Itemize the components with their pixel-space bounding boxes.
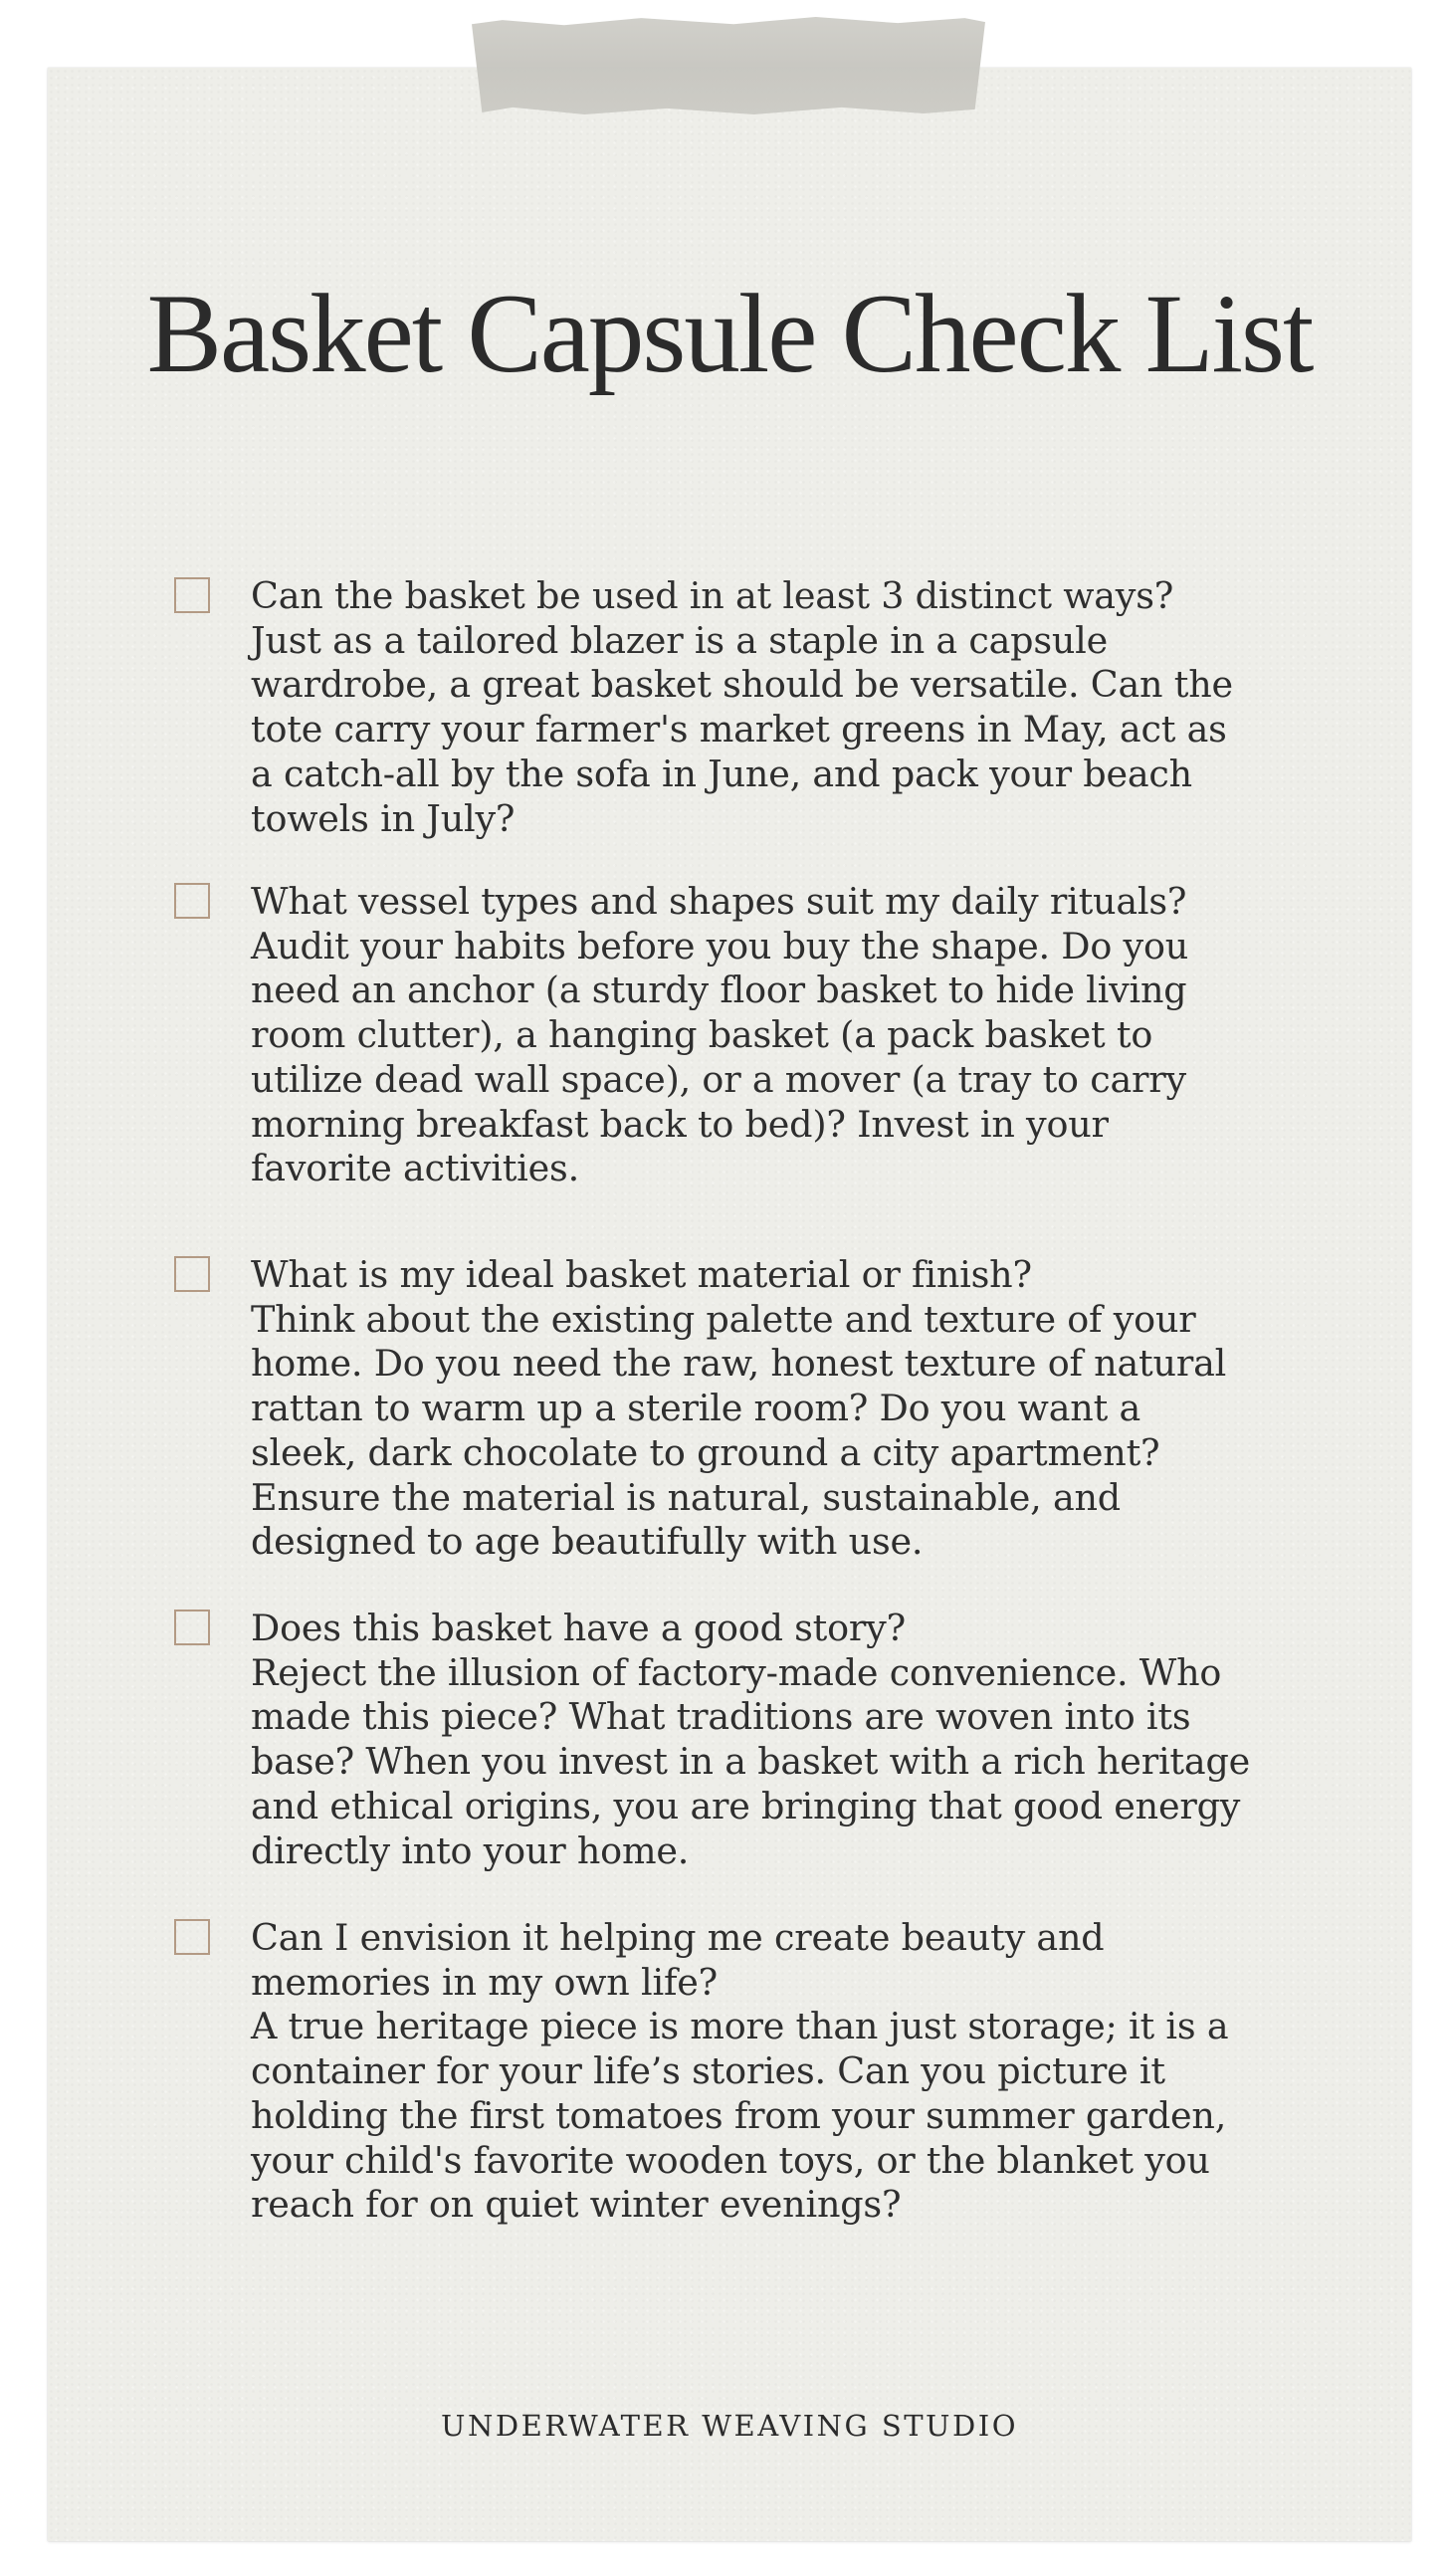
item-question: Can I envision it helping me create beauty and memories in my own life? bbox=[251, 1916, 1105, 2004]
item-description: Audit your habits before you buy the shape. Do you need an anchor (a sturdy floor basket to hide living room clutter), a hanging basket (a pack basket to utilize dead wall space), or a mover (a tray to carry morning breakfast back to bed)? Invest in your favorite activities. bbox=[251, 924, 1189, 1190]
item-text bbox=[251, 880, 1256, 1191]
masking-tape bbox=[472, 14, 985, 115]
checkbox-vessel-types[interactable] bbox=[174, 883, 210, 919]
checkbox-material[interactable] bbox=[174, 1256, 210, 1292]
page-title: Basket Capsule Check List bbox=[146, 272, 1313, 396]
item-question: What vessel types and shapes suit my daily rituals? bbox=[251, 880, 1187, 923]
checkbox-story[interactable] bbox=[174, 1610, 210, 1645]
item-description: Just as a tailored blazer is a staple in a capsule wardrobe, a great basket should be versatile. Can the tote carry your farmer's market greens in May, act as a catch-all by the sofa in June, and pack your beach towels in July? bbox=[251, 618, 1233, 840]
item-text bbox=[251, 1916, 1256, 2228]
item-question: What is my ideal basket material or finish? bbox=[251, 1253, 1032, 1296]
item-question: Does this basket have a good story? bbox=[251, 1607, 906, 1649]
checkbox-versatility[interactable] bbox=[174, 577, 210, 613]
item-text bbox=[251, 574, 1256, 841]
item-question: Can the basket be used in at least 3 distinct ways? bbox=[251, 574, 1174, 617]
item-description: Think about the existing palette and texture of your home. Do you need the raw, honest texture of natural rattan to warm up a sterile room? Do you want a sleek, dark chocolate to ground a city apartment? Ensure the material is natural, sustainable, and designed to age beautifully with use. bbox=[251, 1297, 1227, 1564]
studio-footer: UNDERWATER WEAVING STUDIO bbox=[441, 2409, 1018, 2443]
item-description: Reject the illusion of factory-made convenience. Who made this piece? What traditions are woven into its base? When you invest in a basket with a rich heritage and ethical origins, you are bringing that good energy directly into your home. bbox=[251, 1650, 1251, 1872]
checkbox-memories[interactable] bbox=[174, 1919, 210, 1955]
item-text bbox=[251, 1253, 1256, 1565]
item-description: A true heritage piece is more than just storage; it is a container for your life’s stories. Can you picture it holding the first tomatoes from your summer garden, your child's favorite wooden toys, or the blanket you reach for on quiet winter evenings? bbox=[251, 2005, 1229, 2227]
item-text bbox=[251, 1607, 1256, 1873]
